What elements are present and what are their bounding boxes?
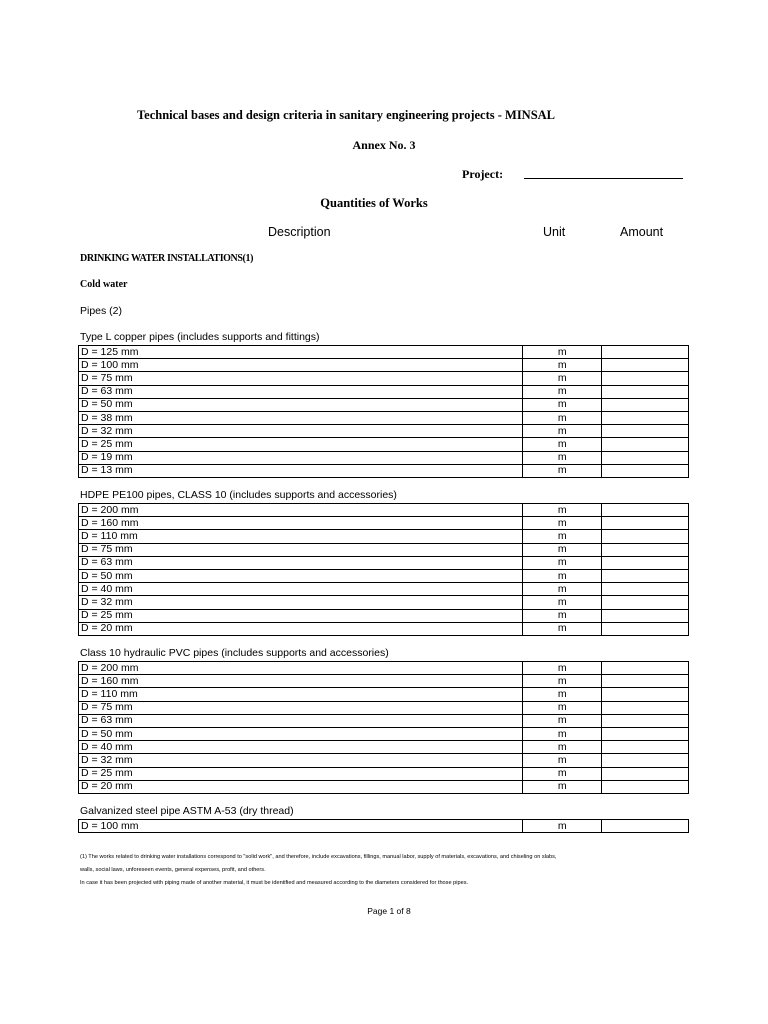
row-amount — [602, 504, 689, 517]
quantities-table — [78, 661, 689, 794]
row-unit: m — [523, 820, 602, 833]
group-label: HDPE PE100 pipes, CLASS 10 (includes supports and accessories) — [80, 489, 397, 501]
row-description: D = 13 mm — [79, 464, 523, 477]
row-description: D = 160 mm — [79, 517, 523, 530]
row-amount — [602, 464, 689, 477]
row-amount — [602, 359, 689, 372]
group-label: Class 10 hydraulic PVC pipes (includes supports and accessories) — [80, 647, 389, 659]
row-amount — [602, 543, 689, 556]
row-unit: m — [523, 425, 602, 438]
table-row — [79, 701, 689, 714]
table-row — [79, 346, 689, 359]
row-unit: m — [523, 609, 602, 622]
annex-number: Annex No. 3 — [352, 138, 416, 152]
row-unit: m — [523, 767, 602, 780]
row-description: D = 32 mm — [79, 754, 523, 767]
row-description: D = 40 mm — [79, 583, 523, 596]
row-description: D = 100 mm — [79, 359, 523, 372]
row-unit: m — [523, 530, 602, 543]
row-unit: m — [523, 398, 602, 411]
table-row — [79, 767, 689, 780]
quantities-table — [78, 503, 689, 636]
row-description: D = 75 mm — [79, 701, 523, 714]
row-amount — [602, 411, 689, 424]
table-row — [79, 688, 689, 701]
row-amount — [602, 622, 689, 635]
row-amount — [602, 530, 689, 543]
row-amount — [602, 385, 689, 398]
table-row — [79, 556, 689, 569]
row-description: D = 200 mm — [79, 504, 523, 517]
table-row — [79, 398, 689, 411]
row-description: D = 32 mm — [79, 425, 523, 438]
table-row — [79, 517, 689, 530]
row-description: D = 63 mm — [79, 556, 523, 569]
row-amount — [602, 425, 689, 438]
row-amount — [602, 569, 689, 582]
row-amount — [602, 727, 689, 740]
row-amount — [602, 609, 689, 622]
row-unit: m — [523, 543, 602, 556]
section-heading: Quantities of Works — [320, 196, 428, 210]
row-amount — [602, 714, 689, 727]
table-row — [79, 543, 689, 556]
table-row — [79, 754, 689, 767]
row-description: D = 63 mm — [79, 714, 523, 727]
row-unit: m — [523, 741, 602, 754]
column-header-amount: Amount — [620, 225, 664, 239]
document-title: Technical bases and design criteria in sanitary engineering projects - MINSAL — [136, 108, 556, 122]
row-description: D = 75 mm — [79, 372, 523, 385]
row-description: D = 200 mm — [79, 662, 523, 675]
row-unit: m — [523, 385, 602, 398]
row-unit: m — [523, 727, 602, 740]
row-description: D = 20 mm — [79, 780, 523, 793]
row-description: D = 25 mm — [79, 438, 523, 451]
row-amount — [602, 675, 689, 688]
row-description: D = 32 mm — [79, 596, 523, 609]
table-row — [79, 411, 689, 424]
table-row — [79, 727, 689, 740]
table-row — [79, 385, 689, 398]
row-unit: m — [523, 688, 602, 701]
table-row — [79, 359, 689, 372]
footnote-1-line-2: walls, social laws, unforeseen events, general expenses, profit, and others. — [80, 867, 266, 873]
table-row — [79, 530, 689, 543]
row-amount — [602, 662, 689, 675]
row-unit: m — [523, 780, 602, 793]
row-amount — [602, 451, 689, 464]
row-description: D = 38 mm — [79, 411, 523, 424]
group-label: Type L copper pipes (includes supports and fittings) — [80, 331, 320, 343]
row-description: D = 40 mm — [79, 741, 523, 754]
table-row — [79, 741, 689, 754]
row-unit: m — [523, 583, 602, 596]
table-row — [79, 464, 689, 477]
footnote-1-line-1: (1) The works related to drinking water installations correspond to "solid work", and therefore, include excavations, fillings, manual labor, supply of materials, excavations, and chiseling on slabs, — [80, 854, 557, 860]
column-header-unit: Unit — [543, 225, 566, 239]
row-unit: m — [523, 346, 602, 359]
table-row — [79, 425, 689, 438]
row-unit: m — [523, 504, 602, 517]
row-description: D = 50 mm — [79, 569, 523, 582]
row-description: D = 100 mm — [79, 820, 523, 833]
row-description: D = 20 mm — [79, 622, 523, 635]
row-unit: m — [523, 622, 602, 635]
row-description: D = 63 mm — [79, 385, 523, 398]
row-amount — [602, 346, 689, 359]
quantities-table — [78, 345, 689, 478]
group-label: Galvanized steel pipe ASTM A-53 (dry thread) — [80, 805, 294, 817]
quantities-table — [78, 819, 689, 833]
row-amount — [602, 741, 689, 754]
subcategory-title: Cold water — [80, 279, 128, 290]
row-unit: m — [523, 438, 602, 451]
row-unit: m — [523, 372, 602, 385]
table-row — [79, 622, 689, 635]
row-unit: m — [523, 569, 602, 582]
footnote-2: In case it has been projected with piping made of another material, it must be identified and measured according to the diameters considered for those pipes. — [80, 880, 469, 886]
pipes-label: Pipes (2) — [80, 305, 123, 317]
row-amount — [602, 820, 689, 833]
row-amount — [602, 438, 689, 451]
table-row — [79, 451, 689, 464]
table-row — [79, 438, 689, 451]
row-description: D = 110 mm — [79, 530, 523, 543]
row-unit: m — [523, 596, 602, 609]
column-header-description: Description — [268, 225, 331, 239]
row-description: D = 50 mm — [79, 398, 523, 411]
row-amount — [602, 556, 689, 569]
row-description: D = 25 mm — [79, 767, 523, 780]
table-row — [79, 569, 689, 582]
row-description: D = 19 mm — [79, 451, 523, 464]
row-unit: m — [523, 754, 602, 767]
row-description: D = 75 mm — [79, 543, 523, 556]
row-unit: m — [523, 701, 602, 714]
row-unit: m — [523, 675, 602, 688]
row-amount — [602, 596, 689, 609]
row-amount — [602, 372, 689, 385]
row-description: D = 110 mm — [79, 688, 523, 701]
row-amount — [602, 780, 689, 793]
table-row — [79, 662, 689, 675]
row-description: D = 50 mm — [79, 727, 523, 740]
row-unit: m — [523, 411, 602, 424]
row-description: D = 160 mm — [79, 675, 523, 688]
table-row — [79, 609, 689, 622]
row-amount — [602, 583, 689, 596]
project-label: Project: — [462, 167, 504, 181]
row-amount — [602, 767, 689, 780]
row-amount — [602, 688, 689, 701]
row-unit: m — [523, 714, 602, 727]
row-unit: m — [523, 662, 602, 675]
category-title: DRINKING WATER INSTALLATIONS(1) — [80, 253, 254, 264]
row-amount — [602, 701, 689, 714]
row-unit: m — [523, 359, 602, 372]
footnotes — [80, 851, 700, 890]
table-row — [79, 583, 689, 596]
table-row — [79, 820, 689, 833]
table-row — [79, 372, 689, 385]
table-row — [79, 504, 689, 517]
table-row — [79, 780, 689, 793]
row-amount — [602, 517, 689, 530]
row-unit: m — [523, 556, 602, 569]
table-row — [79, 714, 689, 727]
row-amount — [602, 398, 689, 411]
row-description: D = 125 mm — [79, 346, 523, 359]
project-blank-line — [524, 178, 683, 179]
row-description: D = 25 mm — [79, 609, 523, 622]
row-unit: m — [523, 451, 602, 464]
table-row — [79, 675, 689, 688]
table-row — [79, 596, 689, 609]
page-number: Page 1 of 8 — [367, 906, 411, 916]
row-unit: m — [523, 517, 602, 530]
row-amount — [602, 754, 689, 767]
row-unit: m — [523, 464, 602, 477]
